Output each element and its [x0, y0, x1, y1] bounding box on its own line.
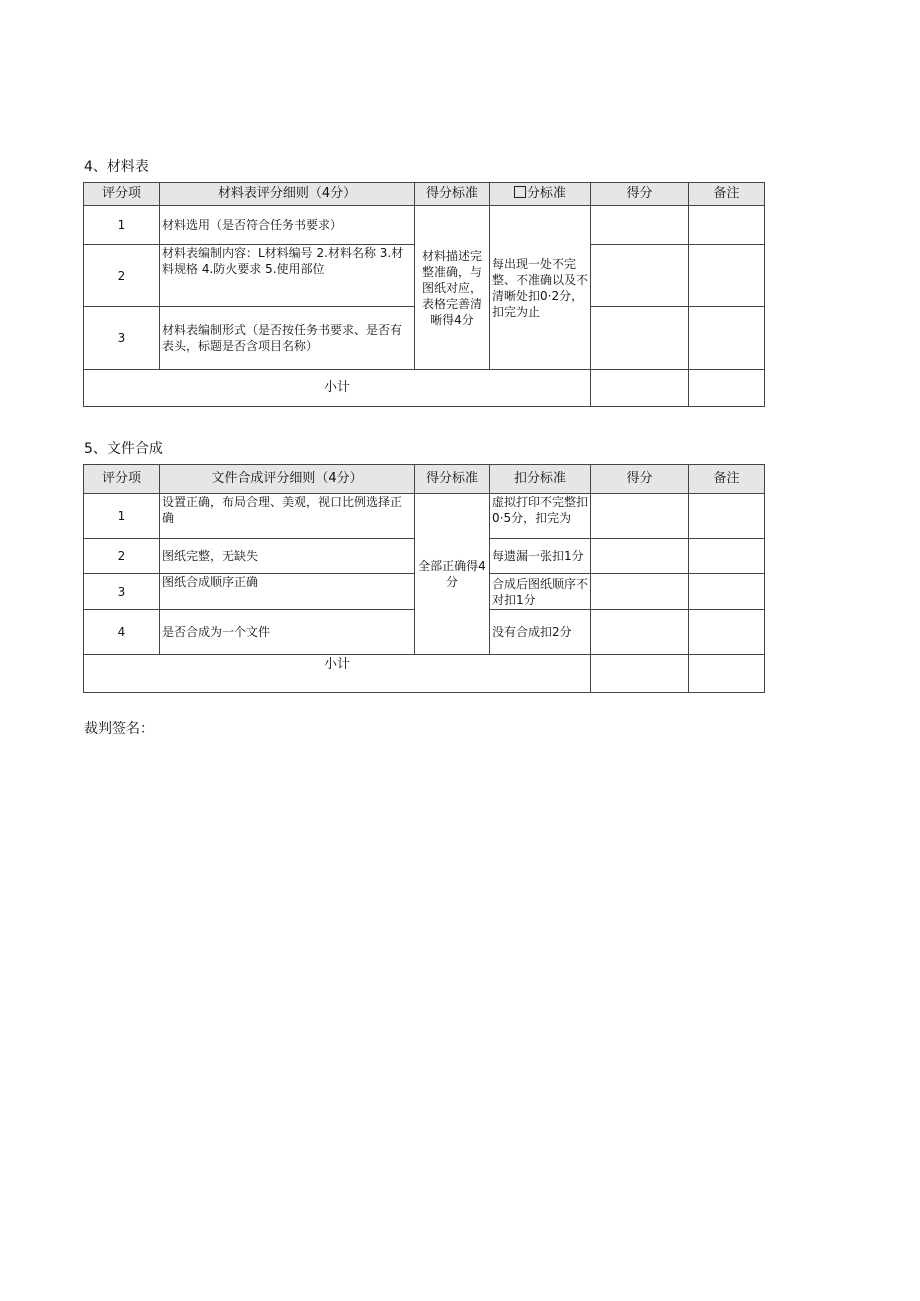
score-cell — [591, 307, 689, 370]
subtotal-label: 小计 — [84, 655, 591, 693]
deduction-cell: 每出现一处不完整、不准确以及不清晰处扣0·2分，扣完为止 — [490, 206, 591, 370]
subtotal-score — [591, 370, 689, 407]
remarks-cell — [689, 245, 765, 307]
row-detail: 是否合成为一个文件 — [160, 610, 415, 655]
material-table — [83, 182, 765, 407]
score-cell — [591, 206, 689, 245]
subtotal-label: 小计 — [84, 370, 591, 407]
row-item: 1 — [84, 494, 160, 539]
file-merge-table — [83, 464, 765, 693]
row-detail: 设置正确，布局合理、美观，视口比例选择正确 — [160, 494, 415, 539]
score-cell — [591, 245, 689, 307]
score-cell — [591, 610, 689, 655]
header-item: 评分项 — [84, 465, 160, 494]
table-row — [84, 494, 765, 539]
section-5-title: 5、文件合成 — [84, 441, 163, 457]
referee-signature-label: 裁判签名： — [84, 721, 154, 737]
row-item: 3 — [84, 574, 160, 610]
row-item: 4 — [84, 610, 160, 655]
subtotal-row — [84, 370, 765, 407]
remarks-cell — [689, 206, 765, 245]
criteria-cell: 材料描述完整准确，与图纸对应，表格完善清晰得4分 — [415, 206, 490, 370]
header-criteria: 得分标准 — [415, 465, 490, 494]
header-remarks: 备注 — [689, 465, 765, 494]
deduction-cell: 合成后图纸顺序不对扣1分 — [490, 574, 591, 610]
deduction-cell: 没有合成扣2分 — [490, 610, 591, 655]
table-row — [84, 206, 765, 245]
subtotal-score — [591, 655, 689, 693]
missing-glyph-icon — [514, 186, 526, 198]
subtotal-row — [84, 655, 765, 693]
row-item: 3 — [84, 307, 160, 370]
header-item: 评分项 — [84, 183, 160, 206]
header-deduction: 扣分标准 — [490, 465, 591, 494]
row-detail: 材料表编制形式（是否按任务书要求、是否有表头，标题是否含项目名称） — [160, 307, 415, 370]
remarks-cell — [689, 610, 765, 655]
score-cell — [591, 539, 689, 574]
row-detail: 图纸完整，无缺失 — [160, 539, 415, 574]
score-cell — [591, 494, 689, 539]
row-detail: 材料表编制内容：L材料编号 2.材料名称 3.材料规格 4.防火要求 5.使用部位 — [160, 245, 415, 307]
criteria-cell: 全部正确得4分 — [415, 494, 490, 655]
row-item: 2 — [84, 539, 160, 574]
deduction-cell: 每遗漏一张扣1分 — [490, 539, 591, 574]
remarks-cell — [689, 494, 765, 539]
header-detail: 文件合成评分细则（4分） — [160, 465, 415, 494]
header-deduction: 分标准 — [490, 183, 591, 206]
score-cell — [591, 574, 689, 610]
subtotal-remarks — [689, 370, 765, 407]
section-4-title: 4、材料表 — [84, 159, 149, 175]
header-score: 得分 — [591, 183, 689, 206]
remarks-cell — [689, 539, 765, 574]
row-detail: 材料选用（是否符合任务书要求） — [160, 206, 415, 245]
header-remarks: 备注 — [689, 183, 765, 206]
deduction-cell: 虚拟打印不完整扣0·5分，扣完为 — [490, 494, 591, 539]
remarks-cell — [689, 574, 765, 610]
header-score: 得分 — [591, 465, 689, 494]
row-detail: 图纸合成顺序正确 — [160, 574, 415, 610]
row-item: 1 — [84, 206, 160, 245]
row-item: 2 — [84, 245, 160, 307]
header-detail: 材料表评分细则（4分） — [160, 183, 415, 206]
remarks-cell — [689, 307, 765, 370]
header-criteria: 得分标准 — [415, 183, 490, 206]
subtotal-remarks — [689, 655, 765, 693]
